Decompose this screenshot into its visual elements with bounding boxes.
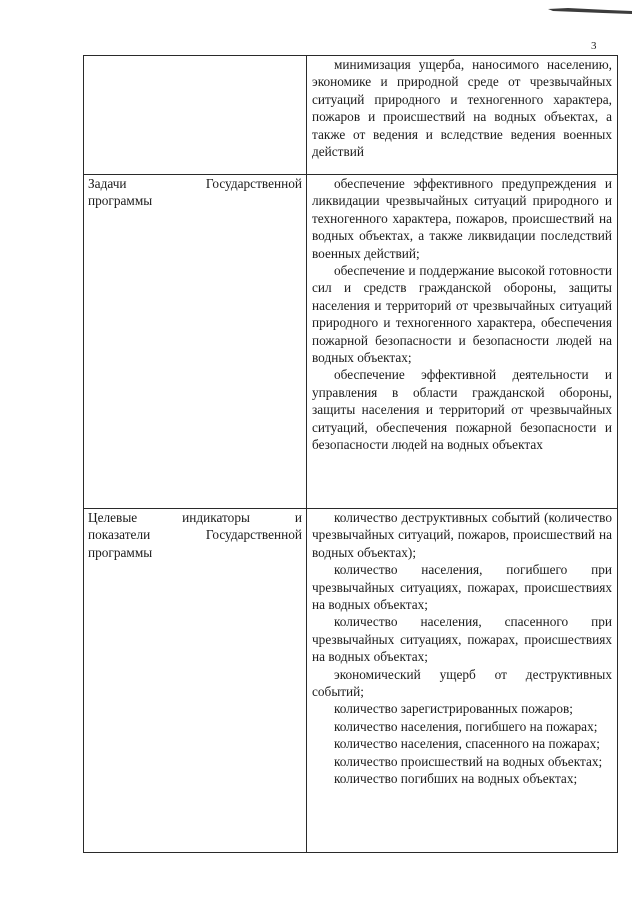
page-number: 3 xyxy=(591,40,597,52)
content-paragraph: количество зарегистрированных пожаров; xyxy=(334,701,573,717)
table-row xyxy=(84,175,618,509)
content-paragraph: обеспечение эффективного предупреждения и ликвидации чрезвычайных ситуаций природного и техногенного характера, пожаров, происшествий на водных объектах, а также ликвидации последствий военных действий; xyxy=(312,176,612,261)
row-label-line: Целевые индикаторы и xyxy=(88,510,302,525)
row-label xyxy=(88,175,302,210)
passport-table xyxy=(83,55,618,853)
row-label-line: программы xyxy=(88,544,153,560)
row-label-line: Задачи Государственной xyxy=(88,176,302,191)
scan-artifact-mark xyxy=(548,6,632,15)
content-paragraph: обеспечение и поддержание высокой готовности сил и средств гражданской обороны, защиты населения и территорий от чрезвычайных ситуаций природного и техногенного характера, обеспечения пожарной безопасности и безопасности людей на водных объектах; xyxy=(312,263,612,366)
row-label-line: программы xyxy=(88,193,153,209)
content-paragraph: количество происшествий на водных объектах; xyxy=(334,753,603,769)
content-paragraph: экономический ущерб от деструктивных событий; xyxy=(312,666,612,700)
row-label-line: показатели Государственной xyxy=(88,527,302,543)
content-paragraph: количество погибших на водных объектах; xyxy=(334,771,578,787)
row-content-cell xyxy=(307,509,618,853)
row-content-cell xyxy=(307,56,618,175)
table-row xyxy=(84,509,618,853)
row-label-cell xyxy=(84,509,307,853)
content-paragraph: минимизация ущерба, наносимого населению, экономике и природной среде от чрезвычайных ситуаций природного и техногенного характера, пожаров и происшествий на водных объектах, а также от ведения и вследствие ведения военных действий xyxy=(312,57,612,160)
content-paragraph: обеспечение эффективной деятельности и управления в области гражданской обороны, защиты населения и территорий от чрезвычайных ситуаций, обеспечения пожарной безопасности и безопасности людей на водных объектах xyxy=(312,367,612,453)
content-paragraph: количество деструктивных событий (количество чрезвычайных ситуаций, пожаров, происшествий на водных объектах); xyxy=(312,510,612,560)
row-content-cell xyxy=(307,175,618,509)
row-label-cell xyxy=(84,56,307,175)
content-paragraph: количество населения, погибшего на пожарах; xyxy=(334,718,598,734)
table-row xyxy=(84,56,618,175)
row-label xyxy=(88,509,302,561)
content-paragraph: количество населения, спасенного на пожарах; xyxy=(334,736,600,752)
row-label-cell xyxy=(84,175,307,509)
content-paragraph: количество населения, спасенного при чрезвычайных ситуациях, пожарах, происшествиях на водных объектах; xyxy=(312,614,612,665)
content-paragraph: количество населения, погибшего при чрезвычайных ситуациях, пожарах, происшествиях на водных объектах; xyxy=(312,562,612,613)
